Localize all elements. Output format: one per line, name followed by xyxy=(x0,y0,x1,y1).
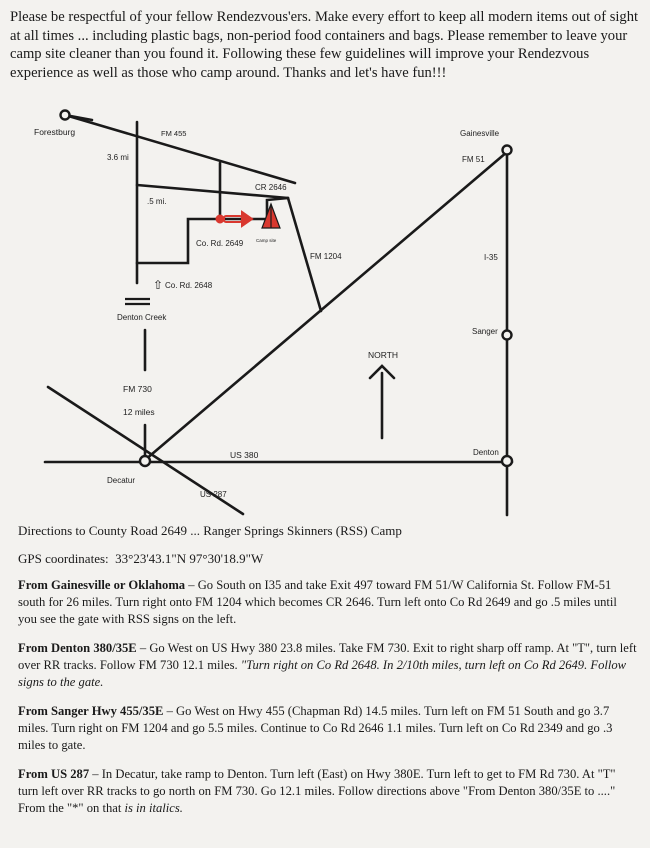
label-us287: US 287 xyxy=(200,490,227,499)
us287-lead: From US 287 xyxy=(18,767,90,781)
label-gainesville: Gainesville xyxy=(460,129,500,138)
tent-icon xyxy=(262,204,280,228)
denton-italic: "Turn right on Co Rd 2648. In 2/10th miles, turn left on Co Rd 2649. Follow signs to the gate. xyxy=(18,658,627,689)
intro-paragraph: Please be respectful of your fellow Rendezvous'ers. Make every effort to keep all modern items out of sight at all times ... including plastic bags, non-period food containers and bags. Please remember to leave your camp site cleaner than you found it. Following these few guidelines will improve your Rendezvous experience as well as those who camp around. Thanks and let's have fun!!! xyxy=(10,9,639,81)
denton-lead: From Denton 380/35E xyxy=(18,641,137,655)
directions-gainesville xyxy=(18,577,638,628)
label-denton-creek: Denton Creek xyxy=(117,313,167,322)
sanger-lead: From Sanger Hwy 455/35E xyxy=(18,704,164,718)
gps-label: GPS coordinates: xyxy=(18,551,109,566)
gps-value: 33°23'43.1"N 97°30'18.9"W xyxy=(115,551,264,566)
label-us380: US 380 xyxy=(230,450,259,460)
directions-us287 xyxy=(18,766,638,817)
road-co-rd-2649 xyxy=(137,198,288,263)
label-i35: I-35 xyxy=(484,253,498,262)
label-cr2646: CR 2646 xyxy=(255,183,287,192)
directions-sanger xyxy=(18,703,638,754)
label-denton: Denton xyxy=(473,448,499,457)
label-dist-12: 12 miles xyxy=(123,407,155,417)
us287-italic: is in italics. xyxy=(124,801,183,815)
road-fm455 xyxy=(65,115,295,183)
label-fm730: FM 730 xyxy=(123,384,152,394)
label-fm455: FM 455 xyxy=(161,129,187,138)
label-fm1204: FM 1204 xyxy=(310,252,342,261)
us287-text: – In Decatur, take ramp to Denton. Turn left (East) on Hwy 380E. Turn left to get to FM Rd 730. At "T" turn left over RR tracks to go north on FM 730. Go 12.1 miles. Follow directions above "From Denton 380/35E to ...." From the "*" on that xyxy=(18,767,616,815)
denton-creek-bridge xyxy=(125,299,150,304)
road-fm51-diagonal xyxy=(145,152,507,460)
forestburg-marker xyxy=(61,111,70,120)
label-dist-3-6: 3.6 mi xyxy=(107,153,129,162)
label-co-rd-2649: Co. Rd. 2649 xyxy=(196,239,244,248)
directions-section xyxy=(18,522,638,829)
denton-text: – Go West on US Hwy 380 23.8 miles. Take FM 730. Exit to right sharp off ramp. At "T", turn left over RR tracks. Follow FM 730 12.1 miles. xyxy=(18,641,637,672)
decatur-marker xyxy=(140,456,150,466)
sanger-text: – Go West on Hwy 455 (Chapman Rd) 14.5 miles. Turn left on FM 51 South and go 3.7 miles. Turn right on FM 1204 and go 5.5 miles. Continue to Co Rd 2646 1.1 miles. Turn left on Co Rd 2349 and go .3 miles to gate. xyxy=(18,704,613,752)
label-co-rd-2648: Co. Rd. 2648 xyxy=(165,281,213,290)
denton-marker xyxy=(502,456,512,466)
arrow-up-icon: ⇧ xyxy=(153,278,164,292)
label-sanger: Sanger xyxy=(472,327,498,336)
sanger-marker xyxy=(503,331,512,340)
gainesville-lead: From Gainesville or Oklahoma xyxy=(18,578,186,592)
label-forestburg: Forestburg xyxy=(34,127,76,137)
gainesville-text: – Go South on I35 and take Exit 497 toward FM 51/W California St. Follow FM-51 south for 26 miles. Turn right onto FM 1204 which becomes CR 2646. Turn left onto Co Rd 2649 and go .5 miles until you see the gate with RSS signs on the left. xyxy=(18,578,617,626)
gainesville-marker xyxy=(503,146,512,155)
gps-line xyxy=(18,550,638,567)
label-fm51: FM 51 xyxy=(462,155,485,164)
label-decatur: Decatur xyxy=(107,476,136,485)
label-dist-5: .5 mi. xyxy=(147,197,167,206)
label-camp-site: Camp site xyxy=(256,238,277,243)
directions-heading: Directions to County Road 2649 ... Ranger Springs Skinners (RSS) Camp xyxy=(18,523,402,538)
directions-map xyxy=(0,105,650,520)
directions-denton xyxy=(18,640,638,691)
label-north: NORTH xyxy=(368,350,399,360)
